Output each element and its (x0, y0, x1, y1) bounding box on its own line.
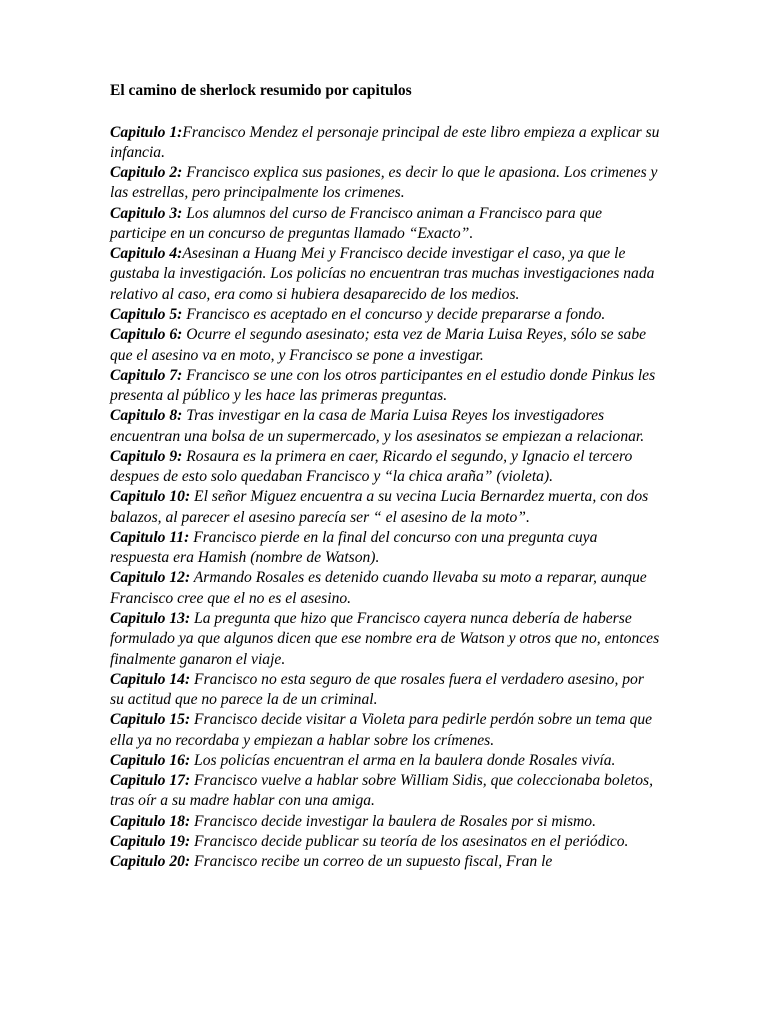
chapter-label: Capitulo 18: (110, 812, 191, 830)
chapter-label: Capitulo 12: (110, 569, 191, 587)
chapter-text: Francisco explica sus pasiones, es decir lo que le apasiona. Los crimenes y las estrellas, pero principalmente los crimenes. (110, 164, 658, 202)
chapter-text: Francisco pierde en la final del concurso con una pregunta cuya respuesta era Hamish (nombre de Watson). (110, 528, 598, 567)
chapter-label: Capitulo 5: (110, 305, 183, 323)
chapter-entry (110, 751, 660, 771)
chapter-text: Rosaura es la primera en caer, Ricardo el segundo, y Ignacio el tercero despues de esto solo quedaban Francisco y “la chica araña” (violeta). (110, 447, 633, 486)
chapter-entry (110, 609, 660, 670)
chapter-entry (110, 325, 660, 366)
chapter-label: Capitulo 1: (110, 123, 183, 141)
chapter-label: Capitulo 17: (110, 772, 191, 790)
chapter-text: Ocurre el segundo asesinato; esta vez de Maria Luisa Reyes, sólo se sabe que el asesino va en moto, y Francisco se pone a investigar. (110, 326, 647, 364)
chapter-label: Capitulo 14: (110, 670, 191, 688)
chapter-text: La pregunta que hizo que Francisco cayera nunca debería de haberse formulado ya que algunos dicen que ese nombre era de Watson y otros que no, entonces finalmente ganaron el viaje. (110, 609, 660, 668)
chapter-label: Capitulo 8: (110, 407, 183, 425)
chapter-entry (110, 710, 660, 751)
chapter-entry (110, 204, 660, 245)
chapter-entry (110, 123, 660, 164)
chapter-summary-list (110, 123, 660, 873)
chapter-entry (110, 163, 660, 204)
chapter-entry (110, 528, 660, 569)
chapter-entry (110, 812, 660, 832)
chapter-text: Tras investigar en la casa de Maria Luisa Reyes los investigadores encuentran una bolsa de un supermercado, y los asesinatos se empiezan a relacionar. (110, 407, 645, 445)
chapter-entry (110, 305, 660, 325)
chapter-entry (110, 670, 660, 711)
chapter-text: Francisco decide publicar su teoría de los asesinatos en el periódico. (190, 832, 629, 850)
chapter-label: Capitulo 19: (110, 832, 191, 850)
chapter-text: Francisco decide investigar la baulera de Rosales por si mismo. (190, 812, 596, 830)
chapter-label: Capitulo 3: (110, 204, 183, 222)
chapter-entry (110, 406, 660, 447)
chapter-text: Francisco Mendez el personaje principal de este libro empieza a explicar su infancia. (110, 123, 660, 161)
chapter-text: Francisco decide visitar a Violeta para pedirle perdón sobre un tema que ella ya no recordaba y empiezan a hablar sobre los crímenes. (110, 711, 653, 749)
page-title: El camino de sherlock resumido por capitulos (110, 82, 412, 99)
chapter-entry (110, 852, 660, 872)
chapter-entry (110, 832, 660, 852)
chapter-text: Francisco no esta seguro de que rosales fuera el verdadero asesino, por su actitud que no parece la de un criminal. (110, 670, 644, 709)
chapter-text: Armando Rosales es detenido cuando llevaba su moto a reparar, aunque Francisco cree que el no es el asesino. (110, 569, 647, 607)
chapter-text: Los policías encuentran el arma en la baulera donde Rosales vivía. (190, 751, 616, 769)
chapter-label: Capitulo 13: (110, 609, 191, 627)
chapter-label: Capitulo 15: (110, 711, 191, 729)
chapter-entry (110, 447, 660, 488)
chapter-text: Francisco se une con los otros participantes en el estudio donde Pinkus les presenta al público y les hace las primeras preguntas. (110, 366, 656, 405)
chapter-text: Los alumnos del curso de Francisco animan a Francisco para que participe en un concurso de preguntas llamado “Exacto”. (110, 204, 603, 242)
chapter-text: Asesinan a Huang Mei y Francisco decide investigar el caso, ya que le gustaba la investigación. Los policías no encuentran tras muchas investigaciones nada relativo al caso, era como si hubiera desaparecido de los medios. (110, 245, 655, 303)
chapter-label: Capitulo 9: (110, 447, 183, 465)
chapter-label: Capitulo 7: (110, 366, 183, 384)
chapter-text: Francisco recibe un correo de un supuesto fiscal, Fran le (190, 853, 553, 871)
chapter-entry (110, 568, 660, 609)
chapter-text: Francisco es aceptado en el concurso y decide prepararse a fondo. (182, 305, 606, 323)
chapter-label: Capitulo 2: (110, 164, 183, 182)
chapter-label: Capitulo 4: (110, 245, 183, 263)
chapter-label: Capitulo 6: (110, 326, 183, 344)
chapter-text: El señor Miguez encuentra a su vecina Lucia Bernardez muerta, con dos balazos, al parecer el asesino parecía ser “ el asesino de la moto”. (110, 488, 649, 526)
chapter-label: Capitulo 10: (110, 488, 191, 506)
chapter-text: Francisco vuelve a hablar sobre William Sidis, que coleccionaba boletos, tras oír a su madre hablar con una amiga. (110, 772, 653, 810)
chapter-entry (110, 771, 660, 812)
chapter-entry (110, 244, 660, 305)
chapter-label: Capitulo 16: (110, 751, 191, 769)
chapter-entry (110, 366, 660, 407)
chapter-label: Capitulo 20: (110, 853, 191, 871)
chapter-entry (110, 487, 660, 528)
chapter-label: Capitulo 11: (110, 528, 190, 546)
